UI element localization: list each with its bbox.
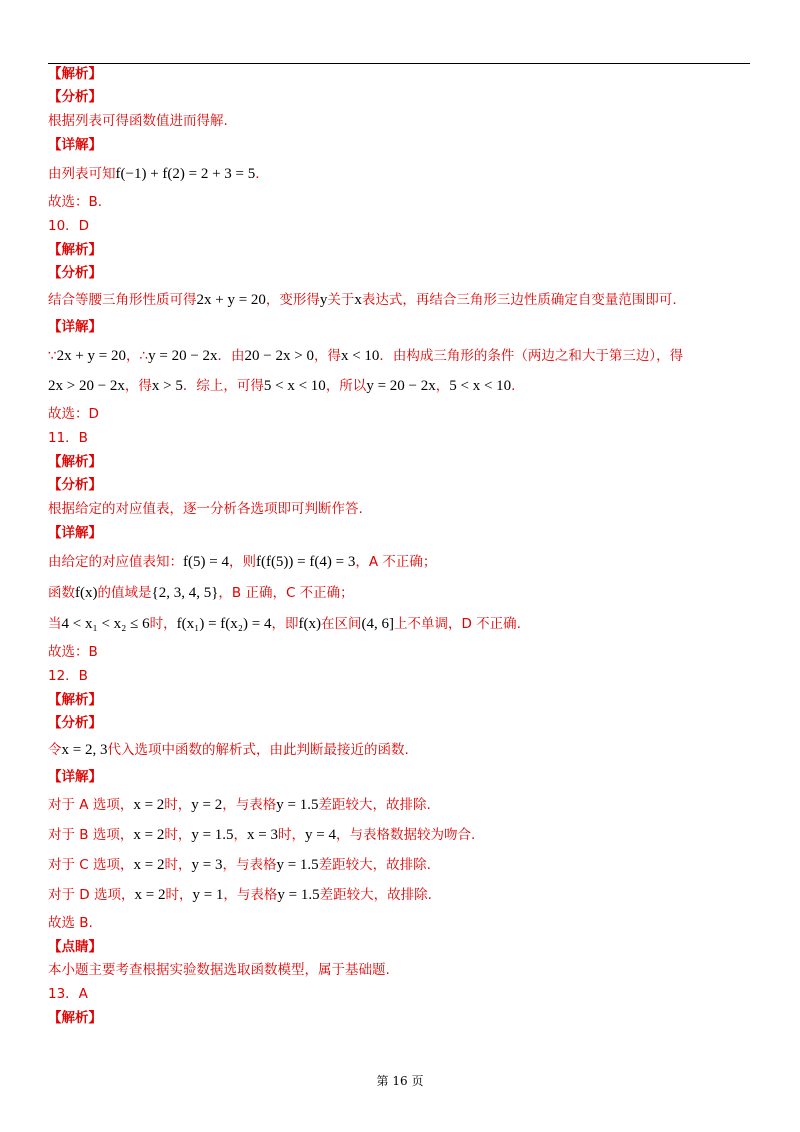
math-expression: 2x + y = 20 [196,292,266,308]
text-run: 结合等腰三角形性质可得 [48,292,197,308]
header-rule [48,63,750,64]
math-expression: 2x + y = 20 [56,348,127,364]
section-tag: 【分析】 [48,715,102,731]
math-expression: y = 1.5 [191,827,234,843]
text-line [48,857,750,874]
text-line: 本小题主要考查根据实验数据选取函数模型，属于基础题. [48,962,390,978]
text-run: ，即 [271,616,299,632]
text-line: 13．A [48,986,88,1002]
text-run: ，与表格 [222,797,277,813]
section-tag: 【分析】 [48,477,102,493]
math-expression: y = 20 − 2x [366,378,436,394]
text-run: ，与表格 [223,887,278,903]
math-expression: x [354,292,362,308]
text-line [48,585,750,602]
text-run: ．由 [217,348,245,364]
text-line: 根据列表可得函数值进而得解. [48,113,228,129]
text-run: ∵ [48,348,57,364]
text-run: ，B 正确，C 不正确； [218,585,354,601]
text-line [48,378,750,395]
text-run: 差距较大，故排除. [318,857,431,873]
text-run: ，与表格数据较为吻合. [335,827,476,843]
math-expression: x = 2 [133,827,165,843]
text-line: 故选：B. [48,194,103,210]
text-line [48,797,750,814]
math-expression: f(x₁) = f(x₂) = 4 [176,616,272,632]
text-line: 故选：D [48,406,99,422]
math-expression: f(−1) + f(2) = 2 + 3 = 5 [115,166,256,182]
text-line [48,742,750,759]
math-expression: 5 < x < 10 [263,378,326,394]
math-expression: y = 20 − 2x [148,348,218,364]
text-run: ，所以 [325,378,367,394]
math-expression: x = 2 [133,857,165,873]
text-run: 当 [48,616,62,632]
section-tag: 【解析】 [48,66,102,82]
section-tag: 【解析】 [48,1010,102,1026]
section-tag: 【点睛】 [48,939,102,955]
math-expression: f(5) = 4 [183,554,229,570]
math-expression: y = 1.5 [276,857,319,873]
text-run: 由给定的对应值表知： [48,554,183,570]
section-tag: 【分析】 [48,89,102,105]
math-expression: y [319,292,328,308]
section-tag: 【解析】 [48,454,102,470]
section-tag: 【解析】 [48,692,102,708]
math-expression: y = 1.5 [277,887,320,903]
math-expression: y = 3 [191,857,223,873]
math-expression: f(x) [298,616,321,632]
text-run: 对于 D 选项， [48,887,135,903]
text-run: ，则 [228,554,256,570]
text-line [48,827,750,844]
text-run: 差距较大，故排除. [319,887,432,903]
section-tag: 【详解】 [48,137,102,153]
math-expression: x > 5 [151,378,183,394]
text-run: 时， [164,797,192,813]
math-expression: f(x) [75,585,98,601]
math-expression: 20 − 2x > 0 [244,348,314,364]
section-tag: 【分析】 [48,265,102,281]
text-run: ， [233,827,248,843]
math-expression: y = 1 [192,887,224,903]
text-run: 时， [278,827,306,843]
text-run: 关于 [327,292,355,308]
text-line [48,554,750,571]
text-line [48,292,750,309]
math-expression: x = 2 [133,797,165,813]
text-run: 函数 [48,585,75,601]
text-run: 对于 A 选项， [48,797,134,813]
text-run: . [255,166,260,182]
section-tag: 【详解】 [48,525,102,541]
page-number: 第 16 页 [376,1074,424,1088]
section-tag: 【详解】 [48,769,102,785]
text-run: ，∴ [126,348,149,364]
text-line: 10．D [48,218,90,234]
text-run: 差距较大，故排除. [318,797,431,813]
text-run: ．综上，可得 [182,378,264,394]
text-run: ，得 [124,378,152,394]
text-run: ，A 不正确； [355,554,437,570]
math-expression: x = 3 [247,827,279,843]
math-expression: x < 10 [340,348,380,364]
math-expression: x = 2 [134,887,166,903]
text-line [48,616,750,633]
math-expression: f(f(5)) = f(4) = 3 [255,554,356,570]
math-expression: y = 1.5 [276,797,319,813]
math-expression: y = 2 [191,797,223,813]
text-run: 在区间 [320,616,362,632]
text-run: ，变形得 [265,292,320,308]
text-run: 时， [149,616,177,632]
math-expression: 5 < x < 10 [449,378,512,394]
text-run: ，与表格 [222,857,277,873]
document-body [48,66,750,1027]
text-run: 对于 B 选项， [48,827,134,843]
text-run: 上不单调，D 不正确. [393,616,521,632]
text-line [48,887,750,904]
text-line: 11．B [48,430,88,446]
text-run: . [511,378,516,394]
math-expression: 2x > 20 − 2x [48,378,125,394]
text-line: 故选 B. [48,915,93,931]
text-run: 时， [164,857,192,873]
math-expression: (4, 6] [361,616,394,632]
text-run: 表达式，再结合三角形三边性质确定自变量范围即可. [361,292,677,308]
math-expression: y = 4 [305,827,336,843]
text-run: 由列表可知 [48,166,116,182]
section-tag: 【解析】 [48,242,102,258]
text-run: 令 [48,742,62,758]
text-line [48,166,750,183]
text-run: 代入选项中函数的解析式，由此判断最接近的函数. [107,742,409,758]
text-line: 故选：B [48,644,98,660]
math-expression: 4 < x₁ < x₂ ≤ 6 [61,616,150,632]
text-run: ．由构成三角形的条件（两边之和大于第三边），得 [379,348,684,364]
text-run: 的值域是 [97,585,152,601]
text-line [48,348,750,365]
text-line: 根据给定的对应值表，逐一分析各选项即可判断作答. [48,501,363,517]
section-tag: 【详解】 [48,319,102,335]
text-run: 对于 C 选项， [48,857,134,873]
text-run: 时， [165,887,193,903]
text-line: 12．B [48,668,88,684]
text-run: 时， [164,827,192,843]
math-expression: {2, 3, 4, 5} [151,585,219,601]
text-run: ，得 [313,348,341,364]
text-run: ， [435,378,450,394]
math-expression: x = 2, 3 [61,742,108,758]
